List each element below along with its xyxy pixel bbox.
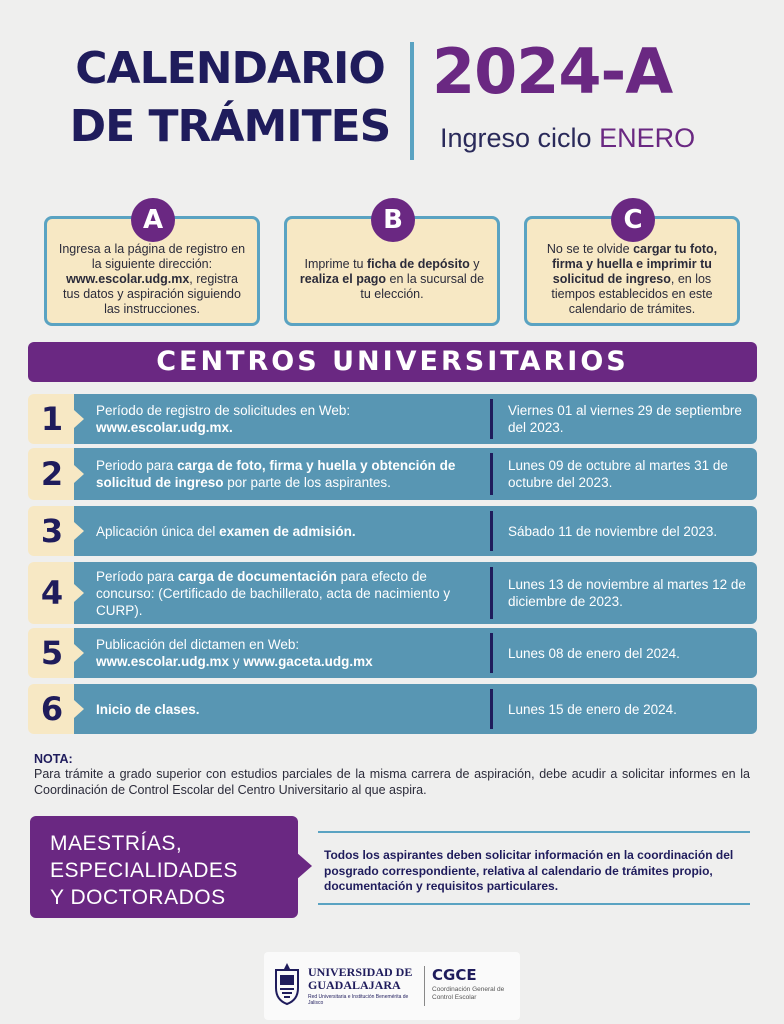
row-description xyxy=(96,562,488,624)
bold-run: www.gaceta.udg.mx xyxy=(243,654,373,669)
row-date: Lunes 08 de enero del 2024. xyxy=(508,645,680,661)
bold-run: www.escolar.udg.mx xyxy=(96,654,230,669)
row-number: 6 xyxy=(40,690,64,728)
schedule-row-6 xyxy=(28,684,757,734)
row-separator xyxy=(490,511,493,551)
text-run: Período para xyxy=(96,568,178,584)
bold-run: www.escolar.udg.mx. xyxy=(96,420,233,435)
cgce-logo: CGCE xyxy=(432,966,477,984)
schedule-row-5 xyxy=(28,628,757,678)
text-run: Publicación del dictamen en Web: xyxy=(96,637,300,652)
row-separator xyxy=(490,399,493,439)
bold-run: www.escolar.udg.mx xyxy=(66,271,190,286)
row-description xyxy=(96,628,488,678)
row-description xyxy=(96,448,488,500)
posgrado-text: Todos los aspirantes deben solicitar información en la coordinación del posgrado correspondiente, relativa al calendario de trámites propio, documentación y requisitos particulares. xyxy=(324,848,734,893)
page-title xyxy=(62,40,398,156)
posgrado-line-3: Y DOCTORADOS xyxy=(50,886,226,909)
step-b-badge: B xyxy=(371,198,415,242)
row-description-text xyxy=(96,701,200,718)
text-run: Imprime tu xyxy=(304,256,367,271)
bold-run: ficha de depósito xyxy=(366,256,470,271)
text-run: por parte de los aspirantes. xyxy=(223,475,391,490)
bold-run: carga de foto, firma y huella y obtención de solicitud de ingreso xyxy=(96,458,456,490)
step-a-badge: A xyxy=(131,198,175,242)
nota-text: Para trámite a grado superior con estudios parciales de la misma carrera de aspiración, debe acudir a solicitar informes en la Coordinación de Control Escolar del Centro Universitario al que aspira. xyxy=(34,767,750,797)
row-number: 5 xyxy=(40,634,64,672)
step-c-badge: C xyxy=(611,198,655,242)
row-date: Lunes 13 de noviembre al martes 12 de diciembre de 2023. xyxy=(508,577,746,609)
row-description-text xyxy=(96,523,356,540)
text-run: , en los tiempos establecidos en este calendario de trámites. xyxy=(551,271,713,316)
text-run: Ingresa a la página de registro en la siguiente dirección: xyxy=(58,241,246,271)
row-separator xyxy=(490,689,493,729)
posgrado-line-1: MAESTRÍAS, xyxy=(50,832,183,855)
row-description-text xyxy=(96,636,373,670)
bold-run: realiza el pago xyxy=(299,271,387,286)
schedule-row-1 xyxy=(28,394,757,444)
udg-name-line-1: UNIVERSIDAD DE xyxy=(308,965,413,979)
cgce-subtitle: Coordinación General de Control Escolar xyxy=(432,986,505,1001)
text-run: No se te olvide xyxy=(546,241,634,256)
udg-name-line-2: GUADALAJARA xyxy=(308,978,401,992)
text-run: para efecto de concurso: (Certificado de bachillerato, acta de nacimiento y CURP). xyxy=(96,568,451,618)
row-separator xyxy=(490,633,493,673)
year-label: 2024-A xyxy=(432,35,673,108)
row-date: Sábado 11 de noviembre del 2023. xyxy=(508,523,718,539)
row-arrow xyxy=(74,410,84,428)
bold-run: examen de admisión. xyxy=(219,523,356,539)
step-c-text xyxy=(537,242,727,317)
posgrado-box xyxy=(30,816,298,918)
text-run: y xyxy=(229,654,244,669)
row-description xyxy=(96,506,488,556)
text-run: y xyxy=(469,256,480,271)
title-divider xyxy=(410,42,414,160)
nota-label: NOTA: xyxy=(34,752,73,766)
schedule-row-2 xyxy=(28,448,757,500)
step-b-text xyxy=(297,257,487,302)
text-run: Aplicación única del xyxy=(96,523,220,539)
row-separator xyxy=(490,567,493,619)
centros-banner: CENTROS UNIVERSITARIOS xyxy=(28,342,757,382)
posgrado-rule-bottom xyxy=(318,903,750,905)
udg-crest-icon xyxy=(272,962,302,1006)
row-description-text xyxy=(96,402,350,436)
text-run: en la sucursal de tu elección. xyxy=(360,271,485,301)
ingreso-prefix: Ingreso ciclo xyxy=(440,123,600,153)
row-arrow xyxy=(74,465,84,483)
ingreso-highlight: ENERO xyxy=(599,123,696,153)
row-description xyxy=(96,394,488,444)
udg-subtitle: Red Universitaria e Institución Benemérita de Jalisco xyxy=(308,994,409,1006)
row-description-text xyxy=(96,457,488,491)
step-a-text xyxy=(57,242,247,317)
row-date: Viernes 01 al viernes 29 de septiembre del 2023. xyxy=(508,403,742,435)
bold-run: Inicio de clases. xyxy=(96,701,200,717)
row-number: 1 xyxy=(40,400,64,438)
posgrado-rule-top xyxy=(318,831,750,833)
row-date: Lunes 09 de octubre al martes 31 de octubre del 2023. xyxy=(508,458,728,490)
row-number: 2 xyxy=(40,455,64,493)
udg-name xyxy=(308,966,418,992)
title-line-1: CALENDARIO xyxy=(75,43,385,94)
row-arrow xyxy=(74,700,84,718)
bold-run: cargar tu foto, firma y huella e imprimir tu solicitud de ingreso xyxy=(552,241,718,286)
row-arrow xyxy=(74,644,84,662)
title-line-2: DE TRÁMITES xyxy=(69,101,391,152)
posgrado-arrow xyxy=(296,852,312,880)
row-separator xyxy=(490,453,493,495)
row-arrow xyxy=(74,584,84,602)
row-description xyxy=(96,684,488,734)
row-number: 3 xyxy=(40,512,64,550)
row-number: 4 xyxy=(40,574,64,612)
bold-run: carga de documentación xyxy=(177,568,337,584)
schedule-row-3 xyxy=(28,506,757,556)
posgrado-line-2: ESPECIALIDADES xyxy=(50,859,238,882)
ingreso-label xyxy=(440,120,740,156)
text-run: Período de registro de solicitudes en Web: xyxy=(96,403,351,418)
text-run: Periodo para xyxy=(96,458,178,473)
row-arrow xyxy=(74,522,84,540)
text-run: , registra tus datos y aspiración siguiendo las instrucciones. xyxy=(63,271,241,316)
row-date: Lunes 15 de enero de 2024. xyxy=(508,701,677,717)
row-description-text xyxy=(96,568,488,619)
schedule-row-4 xyxy=(28,562,757,624)
footer-divider xyxy=(424,966,425,1006)
